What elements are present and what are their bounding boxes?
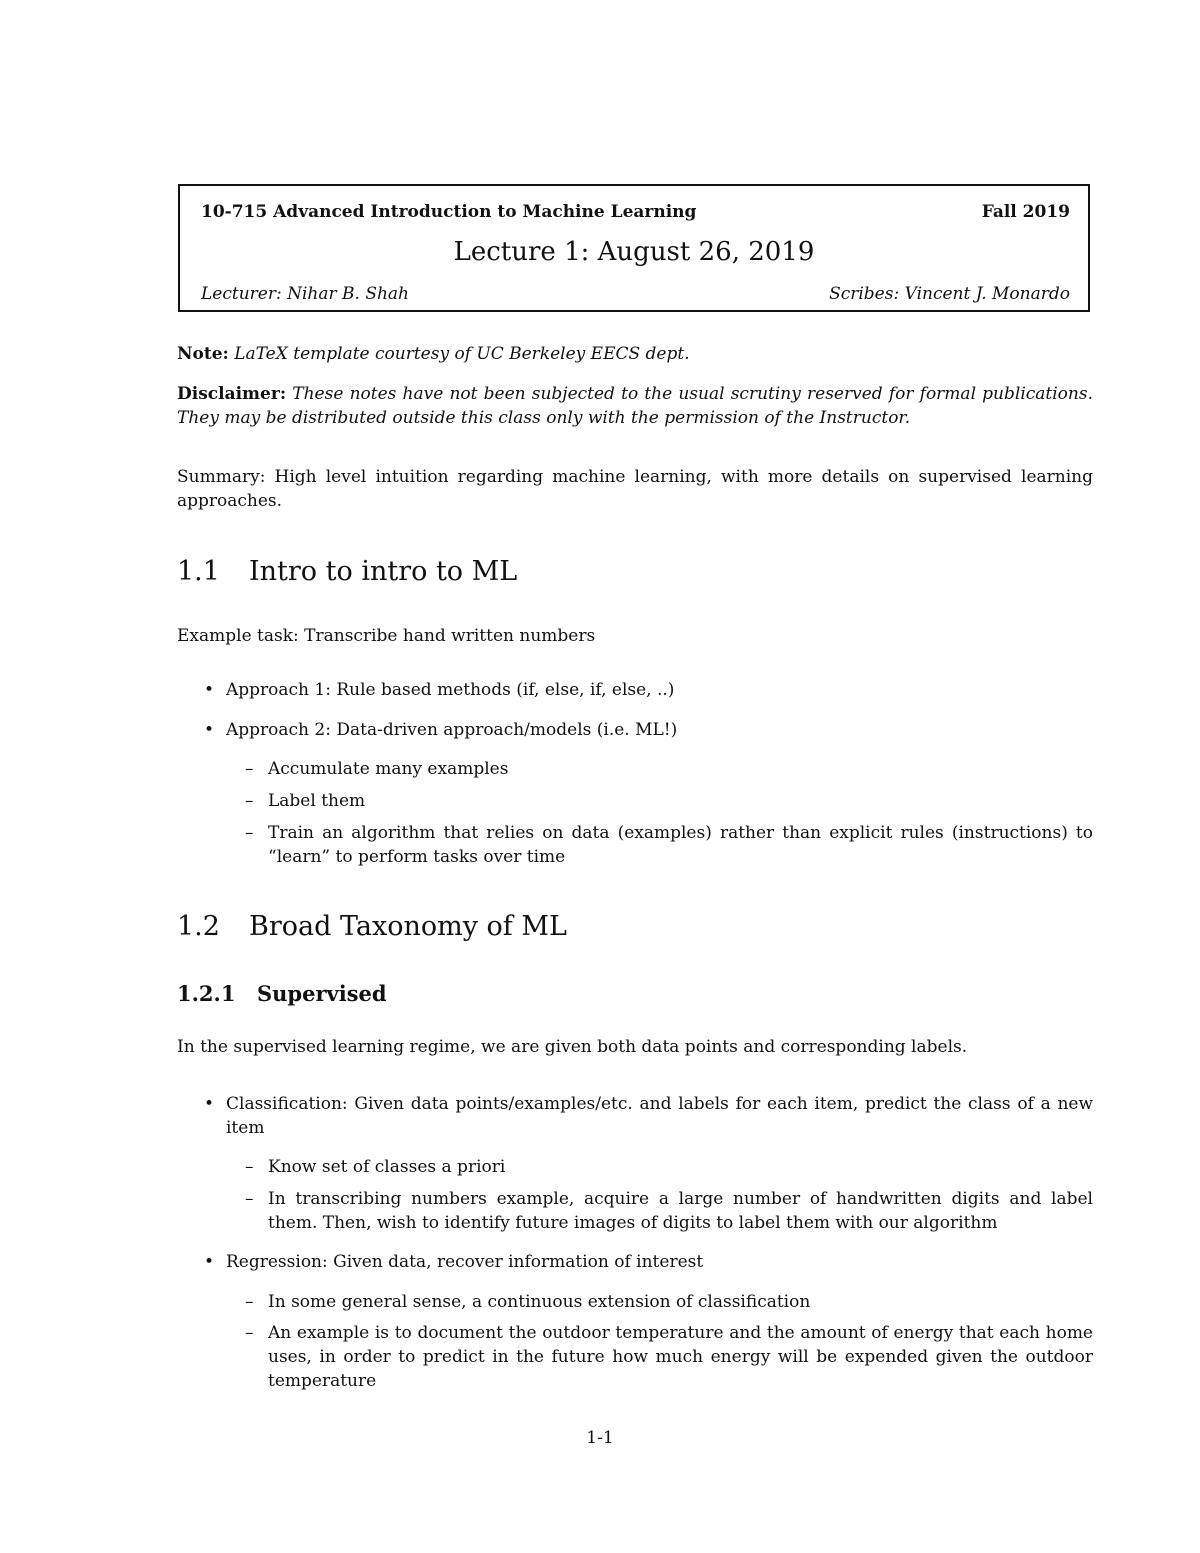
- scribes-name: Scribes: Vincent J. Monardo: [829, 284, 1070, 304]
- sub-list-item: [245, 1187, 1093, 1235]
- disclaimer-text: These notes have not been subjected to the usual scrutiny reserved for formal publications. They may be distributed outside this class only with the permission of the Instructor.: [177, 384, 1093, 428]
- sub-list-item: [245, 789, 1093, 813]
- list-item-text: Approach 2: Data-driven approach/models (i.e. ML!): [226, 720, 678, 740]
- dash-icon: –: [245, 1189, 254, 1209]
- sub-list-item: [245, 821, 1093, 869]
- sub-list-item-text: Accumulate many examples: [268, 759, 509, 779]
- list-item: [204, 718, 1093, 742]
- dash-icon: –: [245, 1157, 254, 1177]
- supervised-intro-paragraph: In the supervised learning regime, we are given both data points and corresponding labels.: [177, 1037, 968, 1057]
- dash-icon: –: [245, 823, 254, 843]
- dash-icon: –: [245, 759, 254, 779]
- note-label: Note:: [177, 344, 229, 364]
- lecture-header-box: [178, 184, 1090, 312]
- sub-list-item-text: Know set of classes a priori: [268, 1157, 506, 1177]
- sub-list-item-text: Train an algorithm that relies on data (examples) rather than explicit rules (instructions) to “learn” to perform tasks over time: [268, 823, 1093, 867]
- section-heading-1-1: [177, 556, 518, 587]
- disclaimer-paragraph: [177, 382, 1093, 430]
- bullet-icon: •: [204, 1094, 215, 1114]
- note-paragraph: [177, 342, 1093, 366]
- sub-list-item: [245, 1321, 1093, 1393]
- list-item-text: Classification: Given data points/examples/etc. and labels for each item, predict the class of a new item: [226, 1094, 1093, 1138]
- note-text: LaTeX template courtesy of UC Berkeley EECS dept.: [234, 344, 690, 364]
- dash-icon: –: [245, 1323, 254, 1343]
- disclaimer-label: Disclaimer:: [177, 384, 287, 404]
- section-number: 1.1: [177, 556, 220, 587]
- subsection-title: Supervised: [257, 981, 387, 1006]
- list-item: [204, 1250, 1093, 1274]
- sub-list-item: [245, 757, 1093, 781]
- bullet-icon: •: [204, 720, 215, 740]
- list-item-text: Approach 1: Rule based methods (if, else, if, else, ..): [226, 680, 675, 700]
- example-task-paragraph: Example task: Transcribe hand written numbers: [177, 626, 596, 646]
- sub-list-item-text: In transcribing numbers example, acquire a large number of handwritten digits and label them. Then, wish to identify future images of digits to label them with our algorithm: [268, 1189, 1093, 1233]
- subsection-heading-1-2-1: [177, 982, 387, 1006]
- dash-icon: –: [245, 791, 254, 811]
- sub-list-item: [245, 1290, 1093, 1314]
- dash-icon: –: [245, 1292, 254, 1312]
- sub-list-item-text: An example is to document the outdoor temperature and the amount of energy that each home uses, in order to predict in the future how much energy will be expended given the outdoor temperature: [268, 1323, 1093, 1391]
- list-item-text: Regression: Given data, recover information of interest: [226, 1252, 704, 1272]
- term-label: Fall 2019: [981, 202, 1070, 222]
- section-heading-1-2: [177, 911, 567, 942]
- sub-list-item-text: Label them: [268, 791, 366, 811]
- bullet-icon: •: [204, 1252, 215, 1272]
- section-number: 1.2: [177, 911, 220, 942]
- summary-paragraph: Summary: High level intuition regarding machine learning, with more details on supervised learning approaches.: [177, 467, 1093, 511]
- section-title: Intro to intro to ML: [249, 556, 518, 587]
- course-title: 10-715 Advanced Introduction to Machine Learning: [201, 202, 697, 222]
- list-item: [204, 1092, 1093, 1140]
- sub-list-item: [245, 1155, 1093, 1179]
- lecturer-name: Lecturer: Nihar B. Shah: [201, 284, 410, 304]
- bullet-icon: •: [204, 680, 215, 700]
- subsection-number: 1.2.1: [177, 981, 236, 1006]
- lecture-title: Lecture 1: August 26, 2019: [453, 237, 815, 267]
- list-item: [204, 678, 1093, 702]
- page-number: 1-1: [586, 1428, 614, 1448]
- section-title: Broad Taxonomy of ML: [249, 911, 567, 942]
- sub-list-item-text: In some general sense, a continuous extension of classification: [268, 1292, 811, 1312]
